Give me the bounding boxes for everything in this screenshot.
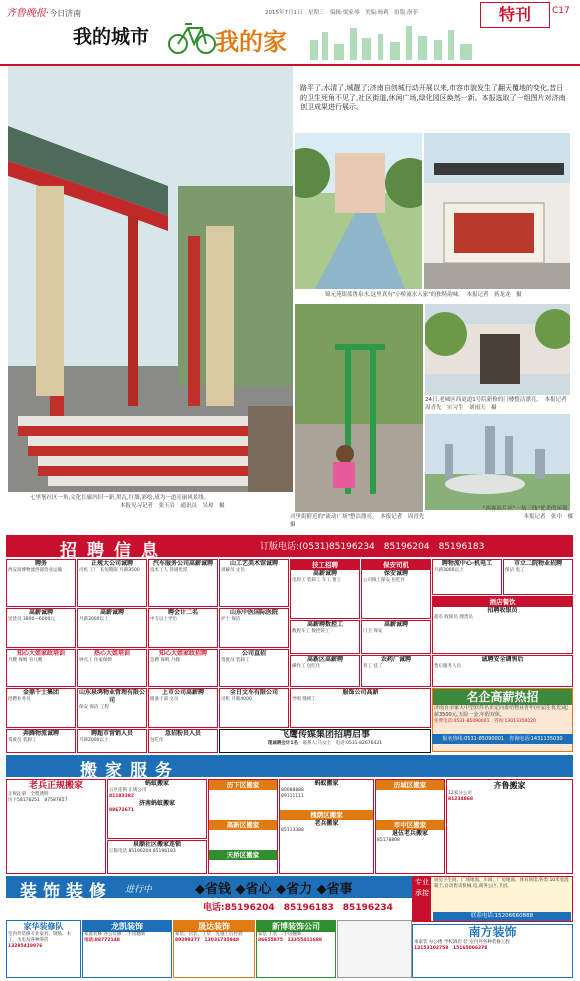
caption-fitness: 司里街附近的"流动广场"整洁漂亮。 本报记者 周青先 摄 <box>290 514 430 528</box>
page-number: C17 <box>552 6 570 16</box>
recruitment-grid <box>6 559 573 753</box>
decoration-grid <box>6 920 573 978</box>
ad-box: 热心大姐培训 钟点工 住家保姆 <box>77 649 147 687</box>
mingqi-hotline: 报名热线:0531-85090001 咨询电话:1431135030 <box>432 734 573 744</box>
ad-box: 泉顺社区搬家连锁 订版电话 85196204 85196183 <box>107 840 207 874</box>
ad-box: 技工招聘 高薪诚聘 电焊工 装卸工 车工 钳工 <box>290 559 360 619</box>
ad-box <box>337 920 412 978</box>
ad-box: 正规大公司诚聘 司机 工厂 长短期限 月薪3500 <box>77 559 147 607</box>
section-label: 特刊 <box>480 2 550 28</box>
ad-box: 金鼎千士集团 招聘业务员 <box>6 688 76 728</box>
ad-box: 家华装修队 室内外装修专业家具、钢筋、木工、水电及各种零活 13285419976 <box>6 920 81 978</box>
ad-box: 保安司机 保安诚聘 公司线上保安 包吃住 <box>361 559 431 619</box>
ad-box: 高新区高薪聘 操作工 包吃住 <box>290 655 360 687</box>
slogan-row: ◆省钱 ◆省心 ◆省力 ◆省事 <box>195 882 353 897</box>
right-ad-phone: 联系电话:15206660888 <box>433 912 571 921</box>
ad-box: 高薪诚聘 月薪3000以上 <box>77 608 147 648</box>
mingqi-phone: 免费电话:0531-85090001 咨询:13013350020 <box>434 719 537 724</box>
ad-box: 农药厂诚聘 普工 技工 <box>361 655 431 687</box>
bicycle-icon <box>168 16 216 56</box>
ad-box: 公司直招 驾驶员 装卸工 <box>219 649 289 687</box>
mingqi-title: 名企高薪热招 <box>433 689 572 705</box>
feiying-ad <box>219 729 431 753</box>
ad-box: 山东泉鸿物业管理有限公司 保安 保洁 工程 <box>77 688 147 728</box>
ad-box: 山工艺美术馆诚聘 讲解员 文员 <box>219 559 289 607</box>
right-ad-title: 专业承接 <box>413 877 431 921</box>
ad-box: 高薪诚聘 送货员 3800—6000元 <box>6 608 76 648</box>
photo-corridor <box>8 66 293 492</box>
photo-courtyard <box>425 304 570 395</box>
ad-box: 知心大姐家政培训 月嫂 保姆 育儿嫂 <box>6 649 76 687</box>
ad-box: 酒店餐饮 招聘收银员 超市 收银员 理货员 <box>432 596 573 654</box>
caption-stream: 锦元苑街蓝鲁泉水,这里真有"小桥流水人家"的独特韵味。 本报记者 蒋龙龙 摄 <box>325 292 522 298</box>
ad-box: 山东中医国际医院 护士 保洁 <box>219 608 289 648</box>
district-column: 历城区搬家 市中区搬家 退伍老兵搬家 85178808 <box>375 779 445 874</box>
ad-box: 聘会计二名 中专以上学历 <box>148 608 218 648</box>
district-column: 历下区搬家 高新区搬家 天桥区搬家 <box>208 779 278 874</box>
photo-stream <box>295 133 422 289</box>
decoration-slogans <box>195 878 405 918</box>
ad-box: 晟达装饰 家装、店装、工装 先施工后付款 89299377 13031735948 <box>173 920 255 978</box>
decoration-tag: 进行中 <box>125 885 153 895</box>
ad-box: 聘务 西安高博物流西部营业运输 <box>6 559 76 607</box>
ad-box: 汽车服务公司高薪诚聘 技术工人 待遇优厚 <box>148 559 218 607</box>
skyline-graphic <box>300 20 480 60</box>
ad-box: 急招粉员人员 包吃住 <box>148 729 218 753</box>
photo-wall-painting <box>424 133 570 289</box>
decoration-right-ad <box>412 876 573 922</box>
ad-box: 全日文车有限公司 司机 月薪4000 <box>219 688 289 728</box>
ad-box: 蚂蚁搬家 五区连锁 正规公司 81183382 济南蚂蚁搬家 88672671 <box>107 779 207 839</box>
ad-box: 诚聘安全调售后 售后服务人员 <box>432 655 573 687</box>
ad-box: 高薪聘数控工 数控车工 数控铣工 <box>290 620 360 654</box>
right-ad-text: 厨房卫生间、广场地面、车间、厂房地面、体育场馆,各类:10米宽混凝土,自动售卖机械,电,商务公区,卫浴。 <box>434 878 569 889</box>
moving-orderline: 订版电话 85196204 85196183 <box>109 849 176 854</box>
headline-city: 我的城市 <box>73 26 150 48</box>
photo-fitness <box>295 304 423 512</box>
headline-home: 我的家 <box>215 28 287 56</box>
article-intro: 路平了,水清了,城靓了;济南自创城行动开展以来,市容市貌发生了翻天覆地的变化,昔日的卫生死角不见了,社区街道,休闲广场,绿化园区焕然一新。本报选取了一组图片对济南创卫成果进行展示。 <box>300 84 566 111</box>
ad-box: 市立二院物业招聘 保洁 电工 <box>503 559 573 595</box>
date-line: 2015年7月1日 星期三 编辑:梁家琴 美编:杨莉 组版:洛菲 <box>265 10 419 16</box>
photo-city-aerial <box>425 414 570 510</box>
ad-box: 蚂蚁搬家 80088888 89111111 槐荫区搬家 老兵搬家 85113388 <box>279 779 374 874</box>
ad-box: 聘物流中心·机电工 月薪3000以上 <box>432 559 502 595</box>
decoration-title: 装饰装修 <box>20 882 112 902</box>
mingqi-text: 济南百余家大中型软件名企定向委培物业青年(应届生优先)起薪3500元,五险一金,年假双休。 <box>434 705 568 718</box>
caption-courtyard: 24日,老城区西更道1号院新修的门楼整洁漂亮。 本报记者 周青先 实习生 刘雨天 摄 <box>425 397 573 411</box>
caption-corridor: 七里堡社区一角,文化长廊内旧一新,黑瓦,红墙,彩绘,成为一道亮丽风景线。 本报见习记者 张玉岩 通讯员 吴琼 摄 <box>30 495 225 509</box>
ad-box: 聘超市营销人员 月薪2000以上 <box>77 729 147 753</box>
ad-box: 服饰公司高薪 导购 缝纫工 <box>290 688 431 728</box>
ad-box: 南方装饰 承家装 办公楼 学校酒店 装 室内外各种装修工程 13153102758 15165006278 <box>412 924 573 978</box>
masthead-logo: 齐鲁晚报·今日济南 <box>6 8 82 19</box>
ad-box: 龙凯装饰 家庭装修 办公装修 二手房翻新 电话:88772148 <box>82 920 172 978</box>
ad-box: 奔腾物流诚聘 驾驶员 装卸工 <box>6 729 76 753</box>
ad-box: 上市公司高薪聘 储备干部 文员 <box>148 688 218 728</box>
recruitment-phone: 订版电话:(0531)85196234 85196204 85196183 <box>260 542 485 552</box>
moving-grid <box>6 779 573 874</box>
feiying-text: 现诚聘会计1名 联系人:马女士 电话:0531-82676421 <box>267 741 383 746</box>
ad-box: 高薪诚聘 门卫 保安 <box>361 620 431 654</box>
recruitment-title: 招聘信息 <box>60 541 168 561</box>
ad-box: 新博装饰公司 家装 工装 二手房翻新 86655875 13355411688 <box>256 920 336 978</box>
decoration-phone: 电话:85196204 85196183 85196234 <box>203 903 393 913</box>
caption-city: "西客站片区"一场三线"优美的环境。 本报记者 张中 摄 <box>482 506 573 520</box>
ad-box: 老兵正规搬家 正规注册 全程透明 历下58178251 87587857 <box>6 779 106 874</box>
moving-title: 搬家服务 <box>80 761 180 781</box>
ad-box: 知心大姐家政招聘 急聘 保姆 月嫂 <box>148 649 218 687</box>
feiying-title: 飞鹰传媒集团招聘启事 <box>279 730 370 740</box>
ad-box: 齐鲁搬家 12家分公司 81234868 <box>446 779 573 874</box>
